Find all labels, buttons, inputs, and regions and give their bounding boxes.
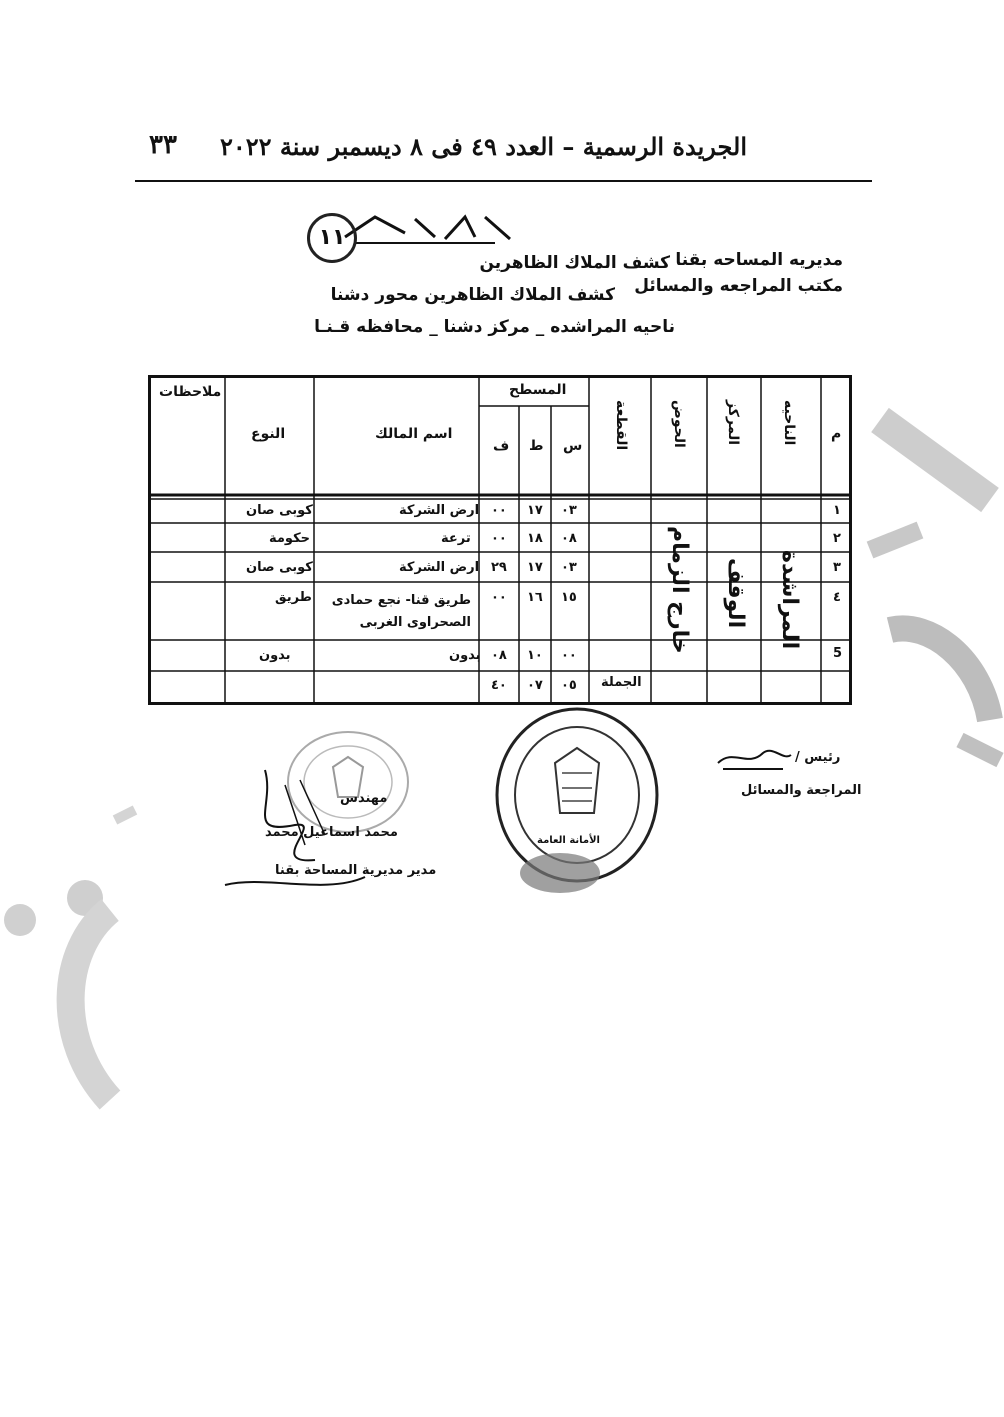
row-3-type: كوبى صان [246, 560, 313, 575]
header-mostatah: المسطح [509, 382, 567, 398]
row-1-type: كوبى صان [246, 503, 313, 518]
header-s: س [563, 438, 583, 454]
row-3-t: ١٧ [527, 560, 543, 575]
row-4-t: ١٦ [527, 590, 543, 605]
row-5-m: 5 [833, 646, 843, 661]
row-4-s: ١٥ [561, 590, 577, 605]
engineer-title: مهندس [340, 791, 388, 806]
row-1-s: ٠٣ [561, 503, 577, 518]
merged-hod: خارج الزمام [667, 526, 692, 654]
row-2-type: حكومة [269, 531, 311, 546]
row-2-f: ٠٠ [491, 531, 507, 546]
gazette-header [135, 128, 872, 182]
row-5-owner: بدون [449, 648, 481, 663]
row-4-m: ٤ [833, 590, 841, 605]
row-3-f: ٢٩ [491, 560, 507, 575]
row-2-owner: ترعة [441, 531, 471, 546]
row-4-type: طريق [275, 590, 312, 605]
agency-line-2: مكتب المراجعه والمسائل [634, 276, 843, 296]
watermark-left [0, 780, 140, 1120]
header-nahia: الناحيه [781, 400, 797, 446]
total-label: الجملة [601, 675, 642, 690]
row-1-f: ٠٠ [491, 503, 507, 518]
row-2-m: ٢ [833, 531, 841, 546]
header-owner: اسم المالك [375, 426, 453, 442]
header-hod: الحوض [671, 400, 687, 448]
merged-markaz: الوقف [723, 558, 748, 629]
engineer-name: محمد اسماعيل محمد [265, 825, 398, 840]
row-5-f: ٠٨ [491, 648, 507, 663]
scanned-document [135, 195, 870, 915]
agency-line-1: مديريه المساحه بقنا [675, 250, 843, 270]
statement-title-2: كشف الملاك الظاهرين محور دشنا [330, 285, 615, 305]
row-1-owner: ارض الشركة [399, 503, 480, 518]
header-f: ف [493, 438, 510, 454]
statement-titles [314, 247, 685, 343]
page-number: ٣٣ [149, 130, 177, 160]
director-title: مدير مديرية المساحة بقنا [275, 863, 437, 878]
row-1-t: ١٧ [527, 503, 543, 518]
header-t: ط [529, 438, 544, 454]
total-s: ٠٥ [561, 678, 577, 693]
row-4-f: ٠٠ [491, 590, 507, 605]
header-type: النوع [251, 426, 286, 442]
header-notes: ملاحظات [159, 384, 222, 400]
total-t: ٠٧ [527, 678, 543, 693]
merged-nahia: المراشدة [777, 550, 802, 650]
row-5-type: بدون [259, 648, 291, 663]
row-5-t: ١٠ [527, 648, 543, 663]
watermark-right [860, 380, 1004, 770]
statement-title-1: كشف الملاك الظاهرين [479, 253, 670, 273]
header-markaz: المركز [725, 400, 741, 446]
row-1-m: ١ [833, 503, 841, 518]
row-3-owner: ارض الشركة [399, 560, 480, 575]
gazette-title: الجريدة الرسمية – العدد ٤٩ فى ٨ ديسمبر سنة ٢٠٢٢ [220, 132, 747, 161]
header-m: م [831, 426, 842, 442]
row-3-s: ٠٣ [561, 560, 577, 575]
reviewer-title: رئيس / [795, 750, 841, 765]
row-4-owner: طريق قنا- نجع حمادى الصحراوى الغربى [331, 593, 471, 630]
official-seal [490, 703, 665, 903]
row-3-m: ٣ [833, 560, 841, 575]
circled-number: ١١ [307, 213, 357, 263]
statement-title-3: ناحيه المراشده _ مركز دشنا _ محافظه قـنـا [314, 317, 675, 337]
reviewer-dept: المراجعة والمسائل [741, 783, 862, 798]
handwritten-signature-right [713, 743, 793, 771]
owners-table [148, 375, 852, 705]
header-qetaa: القطعة [613, 400, 629, 451]
total-f: ٤٠ [491, 678, 507, 693]
row-5-s: ٠٠ [561, 648, 577, 663]
row-2-t: ١٨ [527, 531, 543, 546]
seal-text: الأمانة العامة [537, 835, 600, 846]
row-2-s: ٠٨ [561, 531, 577, 546]
